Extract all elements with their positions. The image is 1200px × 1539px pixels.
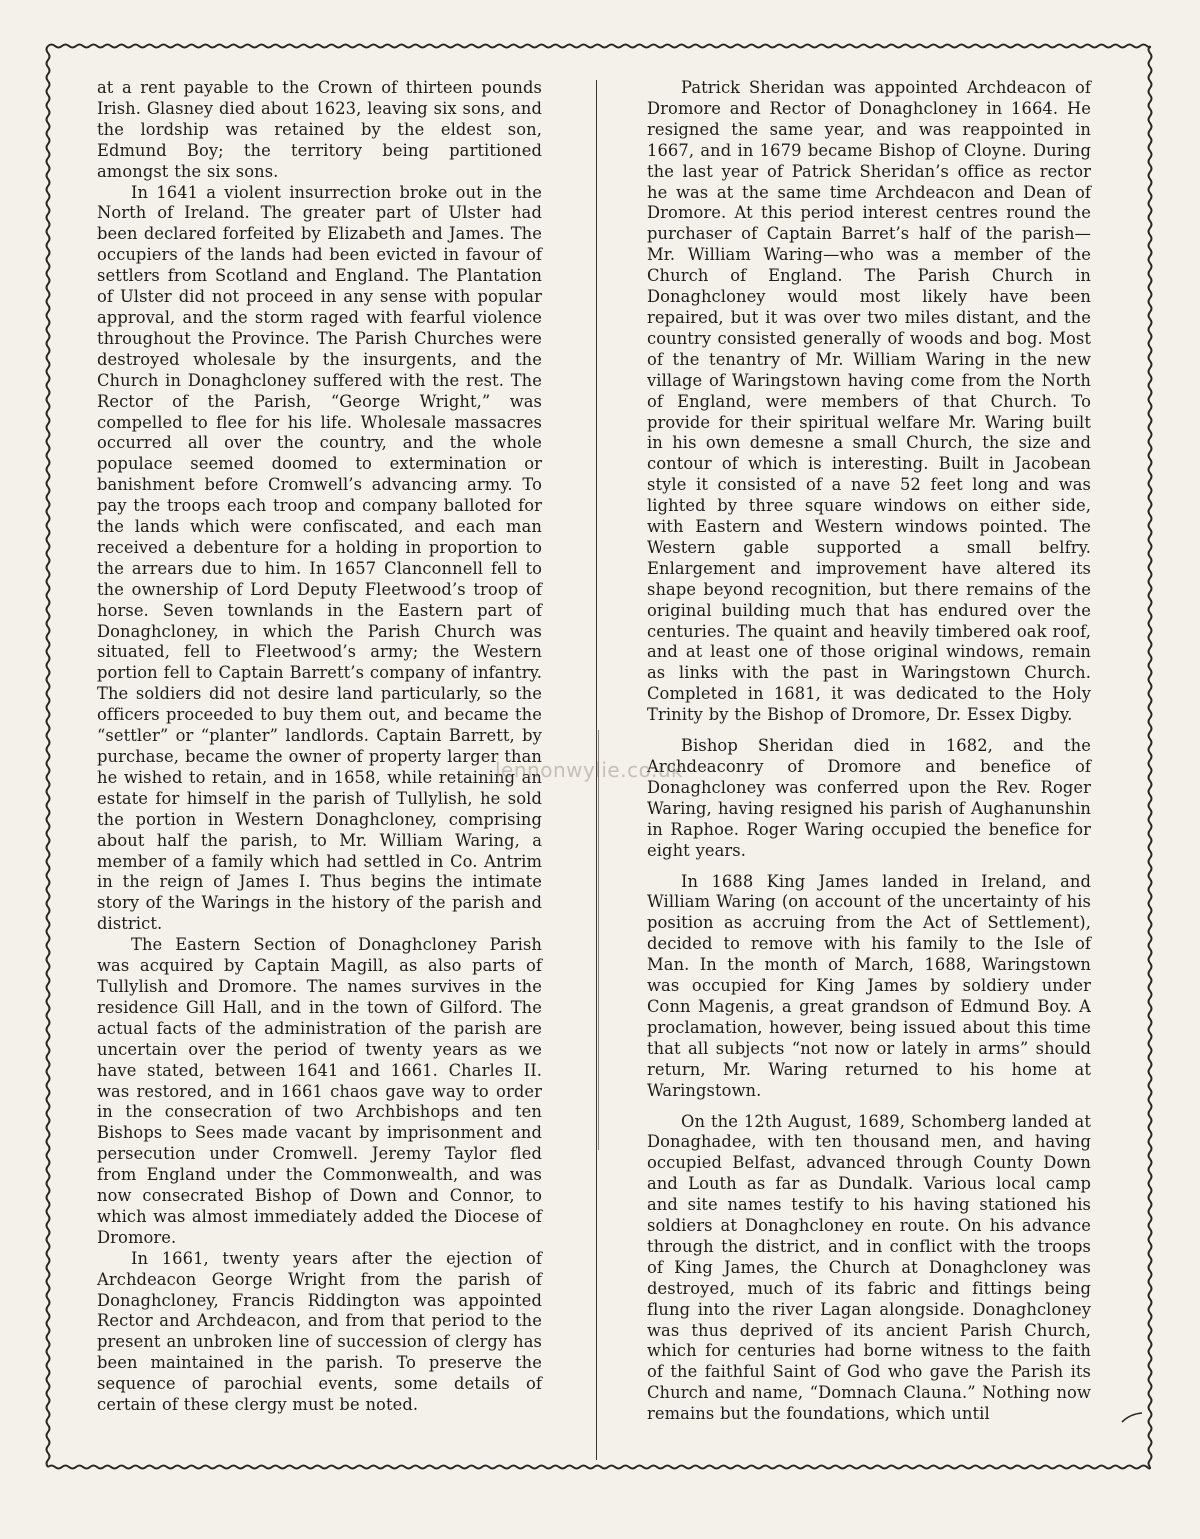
paragraph: In 1641 a violent insurrection broke out in the North of Ireland. The greater part of Ulster had been declared forfeited by Elizabeth and James. The occupiers of the lands had been evicted in favour of settlers from Scotland and England. The Plantation of Ulster did not proceed in any sense with popular approval, and the storm raged with fearful violence throughout the Province. The Parish Churches were destroyed wholesale by the insurgents, and the Church in Donaghcloney suffered with the rest. The Rector of the Parish, “George Wright,” was compelled to flee for his life. Wholesale massacres occurred all over the country, and the whole populace seemed doomed to extermination or banishment before Cromwell’s advancing army. To pay the troops each troop and company balloted for the lands which were confiscated, and each man received a debenture for a holding in proportion to the arrears due to him. In 1657 Clanconnell fell to the ownership of Lord Deputy Fleetwood’s troop of horse. Seven townlands in the Eastern part of Donaghcloney, in which the Parish Church was situated, fell to Fleetwood’s army; the Western portion fell to Captain Barrett’s company of infantry. The soldiers did not desire land particularly, so the officers proceeded to buy them out, and became the “settler” or “planter” landlords. Captain Barrett, by purchase, became the owner of property larger than he wished to retain, and in 1658, while retaining an estate for himself in the parish of Tullylish, he sold the portion in Western Donaghcloney, comprising about half the parish, to Mr. William Waring, a member of a family which had settled in Co. Antrim in the reign of James I. Thus begins the intimate story of the Warings in the history of the parish and district. — [97, 182, 542, 934]
border-wave — [47, 46, 50, 1467]
border-wave — [48, 1466, 1150, 1469]
paragraph: Patrick Sheridan was appointed Archdeacon of Dromore and Rector of Donaghcloney in 1664. He resigned the same year, and was reappointed in 1667, and in 1679 became Bishop of Cloyne. During the last year of Patrick Sheridan’s office as rector he was at the same time Archdeacon and Dean of Dromore. At this period interest centres round the purchaser of Captain Barret’s half of the parish—Mr. William Waring—who was a member of the Church of England. The Parish Church in Donaghcloney would most likely have been repaired, but it was over two miles distant, and the country consisted generally of woods and bog. Most of the tenantry of Mr. William Waring in the new village of Waringstown having come from the North of England, were members of that Church. To provide for their spiritual welfare Mr. Waring built in his own demesne a small Church, the size and contour of which is interesting. Built in Jacobean style it consisted of a nave 52 feet long and was lighted by three square windows on either side, with Eastern and Western windows pointed. The Western gable supported a small belfry. Enlargement and improvement have altered its shape beyond recognition, but there remains of the original building much that has endured over the centuries. The quaint and heavily timbered oak roof, and at least one of those original windows, remain as links with the past in Waringstown Church. Completed in 1681, it was dedicated to the Holy Trinity by the Bishop of Dromore, Dr. Essex Digby. — [647, 78, 1091, 725]
paragraph: On the 12th August, 1689, Schomberg landed at Donaghadee, with ten thousand men, and having occupied Belfast, advanced through County Down and Louth as far as Dundalk. Various local camp and site names testify to his having stationed his soldiers at Donaghcloney en route. On his advance through the district, and in conflict with the troops of King James, the Church at Donaghcloney was destroyed, much of its fabric and fittings being flung into the river Lagan alongside. Donaghcloney was thus deprived of its ancient Parish Church, which for centuries had borne witness to the faith of the faithful Saint of God who gave the Parish its Church and name, “Domnach Clauna.” Nothing now remains but the foundations, which until — [647, 1111, 1091, 1424]
right-column — [647, 78, 1091, 1425]
paragraph: The Eastern Section of Donaghcloney Parish was acquired by Captain Magill, as also parts of Tullylish and Dromore. The names survives in the residence Gill Hall, and in the town of Gilford. The actual facts of the administration of the parish are uncertain over the period of twenty years as we have stated, between 1641 and 1661. Charles II. was restored, and in 1661 chaos gave way to order in the consecration of two Archbishops and ten Bishops to Sees made vacant by imprisonment and persecution under Cromwell. Jeremy Taylor fled from England under the Commonwealth, and was now consecrated Bishop of Down and Connor, to which was almost immediately added the Diocese of Dromore. — [97, 935, 542, 1247]
paragraph: In 1661, twenty years after the ejection of Archdeacon George Wright from the parish of Donaghcloney, Francis Riddington was appointed Rector and Archdeacon, and from that period to the present an unbroken line of succession of clergy has been maintained in the parish. To preserve the sequence of parochial events, some details of certain of these clergy must be noted. — [97, 1248, 542, 1415]
paragraph: at a rent payable to the Crown of thirteen pounds Irish. Glasney died about 1623, leaving six sons, and the lordship was retained by the eldest son, Edmund Boy; the territory being partitioned amongst the six sons. — [97, 78, 542, 181]
pen-mark — [1120, 1410, 1144, 1426]
watermark: lennonwylie.co.uk — [495, 758, 684, 782]
column-divider-secondary — [598, 730, 599, 1150]
paragraph: In 1688 King James landed in Ireland, and William Waring (on account of the uncertainty of his position as accruing from the Act of Settlement), decided to remove with his family to the Isle of Man. In the month of March, 1688, Waringstown was occupied for King James by soldiery under Conn Magenis, a great grandson of Edmund Boy. A proclamation, however, being issued about this time that all subjects “not now or lately in arms” should return, Mr. Waring returned to his home at Waringstown. — [647, 871, 1091, 1100]
paragraph: Bishop Sheridan died in 1682, and the Archdeaconry of Dromore and benefice of Donaghcloney was conferred upon the Rev. Roger Waring, having resigned his parish of Aughanunshin in Raphoe. Roger Waring occupied the benefice for eight years. — [647, 736, 1091, 860]
border-wave — [48, 45, 1150, 48]
border-wave — [1149, 46, 1152, 1467]
left-column — [97, 78, 542, 1416]
